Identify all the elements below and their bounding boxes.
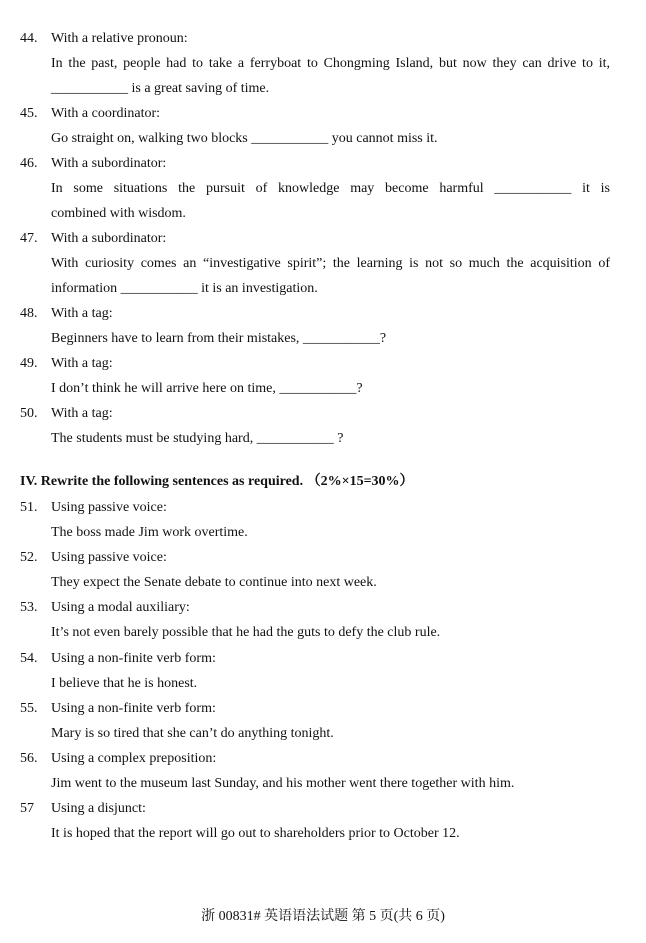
question-number: 47. <box>20 231 38 246</box>
question-number: 54. <box>20 651 38 666</box>
question-instruction: With a tag: <box>51 306 113 321</box>
question-instruction: Using a disjunct: <box>51 801 146 816</box>
question-number: 45. <box>20 106 38 121</box>
question-number: 55. <box>20 701 38 716</box>
section-heading: IV. Rewrite the following sentences as required. （2%×15=30%） <box>20 474 414 489</box>
question-sentence: In the past, people had to take a ferryboat to Chongming Island, but now they can drive to it, <box>51 56 610 71</box>
question-sentence-continued: ___________ is a great saving of time. <box>51 81 270 96</box>
question-number: 44. <box>20 31 38 46</box>
question-instruction: With a relative pronoun: <box>51 31 188 46</box>
question-instruction: With a tag: <box>51 356 113 371</box>
question-sentence: With curiosity comes an “investigative spirit”; the learning is not so much the acquisition of <box>51 256 610 271</box>
question-instruction: With a subordinator: <box>51 231 167 246</box>
question-instruction: Using a complex preposition: <box>51 751 217 766</box>
question-instruction: Using passive voice: <box>51 500 167 515</box>
question-sentence: It is hoped that the report will go out to shareholders prior to October 12. <box>51 826 460 841</box>
question-sentence: It’s not even barely possible that he had the guts to defy the club rule. <box>51 625 441 640</box>
question-sentence: Jim went to the museum last Sunday, and his mother went there together with him. <box>51 776 515 791</box>
question-instruction: Using a modal auxiliary: <box>51 600 190 615</box>
question-instruction: With a tag: <box>51 406 113 421</box>
question-sentence: They expect the Senate debate to continue into next week. <box>51 575 377 590</box>
question-sentence: The boss made Jim work overtime. <box>51 525 248 540</box>
question-instruction: Using passive voice: <box>51 550 167 565</box>
question-instruction: Using a non-finite verb form: <box>51 701 216 716</box>
question-number: 48. <box>20 306 38 321</box>
question-sentence-continued: combined with wisdom. <box>51 206 186 221</box>
question-number: 57 <box>20 801 34 816</box>
page-footer: 浙 00831# 英语语法试题 第 5 页(共 6 页) <box>201 909 445 924</box>
question-sentence: In some situations the pursuit of knowledge may become harmful ___________ it is <box>51 181 610 196</box>
question-number: 50. <box>20 406 38 421</box>
question-instruction: With a subordinator: <box>51 156 167 171</box>
question-sentence: I believe that he is honest. <box>51 676 198 691</box>
question-sentence: Beginners have to learn from their mistakes, ___________? <box>51 331 387 346</box>
question-sentence: Mary is so tired that she can’t do anything tonight. <box>51 726 334 741</box>
question-number: 49. <box>20 356 38 371</box>
question-instruction: With a coordinator: <box>51 106 161 121</box>
question-number: 52. <box>20 550 38 565</box>
question-instruction: Using a non-finite verb form: <box>51 651 216 666</box>
question-number: 53. <box>20 600 38 615</box>
question-sentence: Go straight on, walking two blocks ___________ you cannot miss it. <box>51 131 438 146</box>
question-sentence: The students must be studying hard, ___________ ? <box>51 431 344 446</box>
question-number: 56. <box>20 751 38 766</box>
question-number: 46. <box>20 156 38 171</box>
question-sentence: I don’t think he will arrive here on time, ___________? <box>51 381 363 396</box>
question-sentence-continued: information ___________ it is an investigation. <box>51 281 318 296</box>
question-number: 51. <box>20 500 38 515</box>
